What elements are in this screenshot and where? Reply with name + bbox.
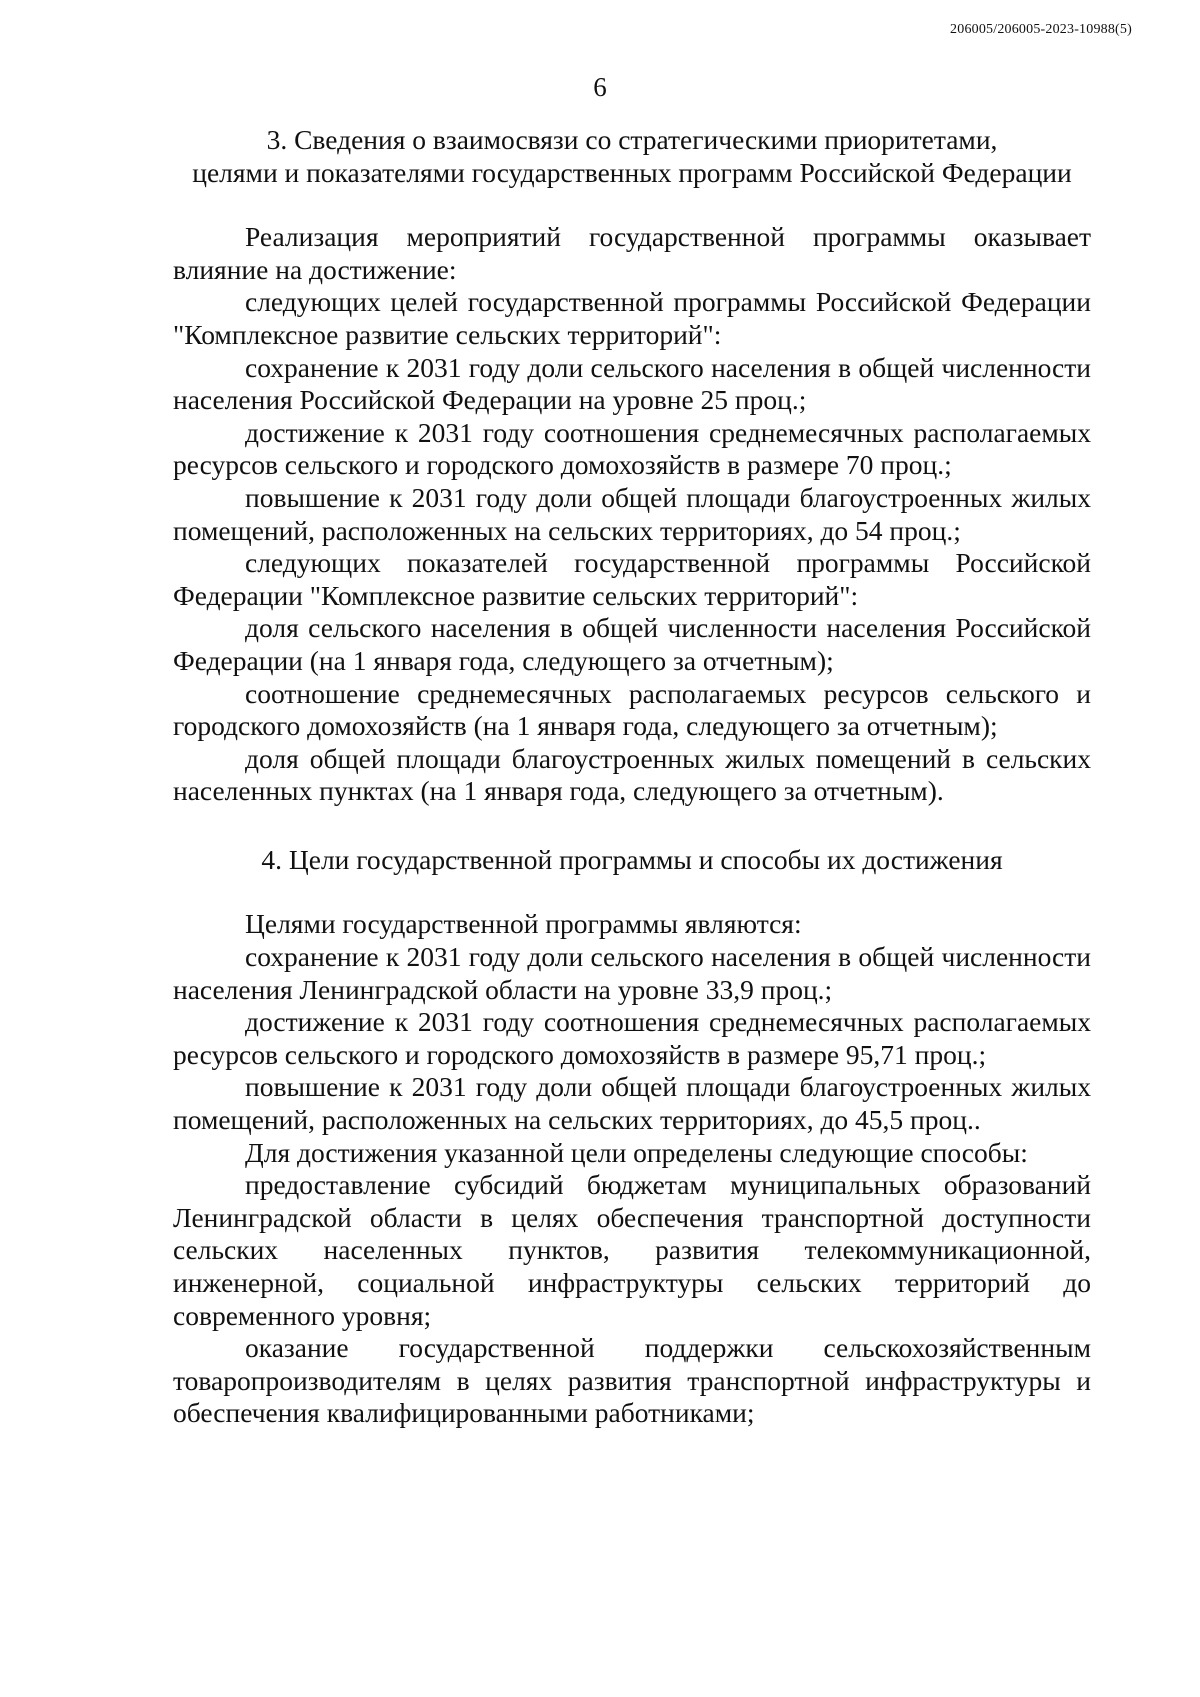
paragraph: достижение к 2031 году соотношения среднемесячных располагаемых ресурсов сельского и городского домохозяйств в размере 70 проц.; <box>173 416 1091 481</box>
document-body <box>173 124 1091 1430</box>
section-3-heading-line-2: целями и показателями государственных программ Российской Федерации <box>192 156 1072 188</box>
paragraph: следующих показателей государственной программы Российской Федерации "Комплексное развитие сельских территорий": <box>173 547 1091 611</box>
paragraph: повышение к 2031 году доли общей площади благоустроенных жилых помещений, расположенных на сельских территориях, до 45,5 проц.. <box>173 1071 1091 1136</box>
paragraph: следующих целей государственной программы Российской Федерации "Комплексное развитие сельских территорий": <box>173 286 1091 350</box>
paragraph: оказание государственной поддержки сельскохозяйственным товаропроизводителям в целях развития транспортной инфраструктуры и обеспечения квалифицированными работниками; <box>173 1332 1091 1429</box>
paragraph: соотношение среднемесячных располагаемых ресурсов сельского и городского домохозяйств (на 1 января года, следующего за отчетным); <box>173 677 1091 742</box>
paragraph: Для достижения указанной цели определены следующие способы: <box>245 1136 1028 1168</box>
document-id: 206005/206005-2023-10988(5) <box>950 22 1132 37</box>
section-3-heading-line-1: 3. Сведения о взаимосвязи со стратегическими приоритетами, <box>266 124 998 155</box>
paragraph: сохранение к 2031 году доли сельского населения в общей численности населения Российской Федерации на уровне 25 проц.; <box>173 351 1091 416</box>
paragraph: доля сельского населения в общей численности населения Российской Федерации (на 1 января года, следующего за отчетным); <box>173 612 1091 676</box>
paragraph: достижение к 2031 году соотношения среднемесячных располагаемых ресурсов сельского и городского домохозяйств в размере 95,71 проц.; <box>173 1006 1091 1070</box>
paragraph: доля общей площади благоустроенных жилых помещений в сельских населенных пунктах (на 1 января года, следующего за отчетным). <box>173 742 1091 807</box>
paragraph: сохранение к 2031 году доли сельского населения в общей численности населения Ленинградской области на уровне 33,9 проц.; <box>173 941 1091 1005</box>
page-number: 6 <box>593 72 607 102</box>
paragraph: Целями государственной программы являются: <box>245 908 802 940</box>
section-3-heading <box>173 124 1091 189</box>
section-4-heading: 4. Цели государственной программы и способы их достижения <box>261 843 1003 875</box>
paragraph: повышение к 2031 году доли общей площади благоустроенных жилых помещений, расположенных на сельских территориях, до 54 проц.; <box>173 481 1091 546</box>
paragraph: Реализация мероприятий государственной программы оказывает влияние на достижение: <box>173 221 1091 285</box>
paragraph: предоставление субсидий бюджетам муниципальных образований Ленинградской области в целях обеспечения транспортной доступности сельских населенных пунктов, развития телекоммуникационной, инженерной, социальной инфраструктуры сельских территорий до современного уровня; <box>173 1169 1091 1331</box>
